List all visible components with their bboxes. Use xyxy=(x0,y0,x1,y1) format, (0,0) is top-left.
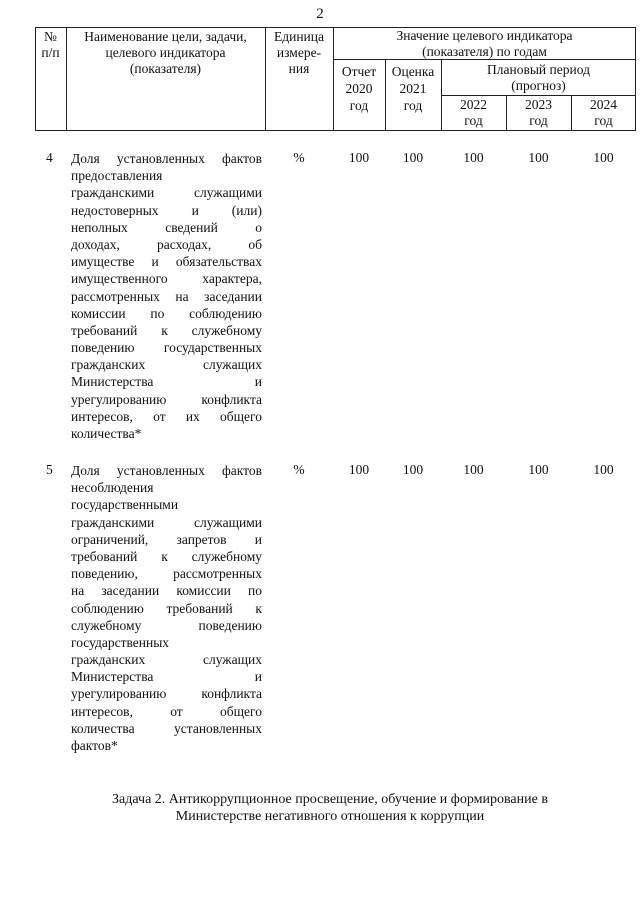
indicator-name-line: несоблюдения xyxy=(71,480,154,496)
indicator-name-line: государственных xyxy=(71,634,170,650)
value-2022: 100 xyxy=(463,462,484,477)
indicator-name-line: доходах, расходах, об xyxy=(71,236,262,252)
row-indicator-name xyxy=(71,150,262,442)
indicator-name-line: интересов, от общего xyxy=(71,703,262,719)
indicator-name-line: требований к служебному xyxy=(71,322,262,338)
indicator-name-line: имуществе и обязательствах xyxy=(71,254,262,270)
row-number: 5 xyxy=(46,462,53,477)
value-2022: 100 xyxy=(463,150,484,165)
indicator-name-line: соблюдению требований к xyxy=(71,600,262,616)
indicator-name-line: фактов* xyxy=(71,738,118,753)
indicator-name-line: урегулированию конфликта xyxy=(71,391,262,407)
header-values-group: Значение целевого индикатора (показателя) по годам xyxy=(396,28,573,59)
header-name-col: Наименование цели, задачи, целевого индикатора (показателя) xyxy=(84,29,247,76)
value-2020: 100 xyxy=(348,150,370,165)
header-report-2020: Отчет 2020 год xyxy=(341,64,377,113)
indicator-name-line: требований к служебному xyxy=(71,548,262,564)
header-estimate-2021: Оценка 2021 год xyxy=(391,64,435,113)
task-line-1: Задача 2. Антикоррупционное просвещение, обучение и формирование в xyxy=(112,792,548,807)
indicator-name-line: на заседании комиссии по xyxy=(71,583,262,599)
indicator-name-line: неполных сведений о xyxy=(71,219,262,235)
indicator-name-line: предоставления xyxy=(71,168,163,184)
value-2021: 100 xyxy=(402,150,424,165)
value-2020: 100 xyxy=(348,462,370,477)
value-2024: 100 xyxy=(593,150,614,165)
row-unit: % xyxy=(293,150,305,165)
indicator-name-line: Доля установленных фактов xyxy=(71,151,262,166)
indicator-name-line: количества* xyxy=(71,426,142,441)
header-year-2023: 2023 год xyxy=(525,97,552,128)
page-number: 2 xyxy=(316,6,324,22)
header-number-col: № п/п xyxy=(41,29,60,60)
task-heading xyxy=(60,791,600,825)
indicator-name-line: рассмотренных на заседании xyxy=(71,288,262,304)
indicator-name-line: Доля установленных фактов xyxy=(71,463,262,478)
header-year-2022: 2022 год xyxy=(460,97,487,128)
indicator-name-line: гражданскими служащими xyxy=(71,514,262,530)
value-2023: 100 xyxy=(528,150,549,165)
row-number: 4 xyxy=(46,150,53,165)
indicator-name-line: количества установленных xyxy=(71,720,262,736)
indicator-name-line: ограничений, запретов и xyxy=(71,531,262,547)
task-line-2: Министерстве негативного отношения к коррупции xyxy=(175,809,485,824)
indicator-name-line: государственными xyxy=(71,497,179,513)
indicator-name-line: служебному поведению xyxy=(71,617,262,633)
indicator-name-line: Министерства и xyxy=(71,374,262,390)
header-unit-col: Единица измере- ния xyxy=(273,29,324,76)
indicator-name-line: недостоверных и (или) xyxy=(71,202,262,218)
table-header xyxy=(35,27,636,131)
indicator-name-line: интересов, от их общего xyxy=(71,408,262,424)
indicator-name-line: комиссии по соблюдению xyxy=(71,305,262,321)
header-year-2024: 2024 год xyxy=(590,97,617,128)
indicator-name-line: гражданских служащих xyxy=(71,357,262,373)
indicator-name-line: поведению государственных xyxy=(71,340,262,356)
value-2021: 100 xyxy=(402,462,424,477)
row-unit: % xyxy=(293,462,305,477)
indicator-name-line: урегулированию конфликта xyxy=(71,686,262,702)
indicator-name-line: имущественного характера, xyxy=(71,271,262,287)
header-plan-group: Плановый период (прогноз) xyxy=(487,62,590,93)
value-2024: 100 xyxy=(593,462,614,477)
indicator-name-line: Министерства и xyxy=(71,669,262,685)
indicator-name-line: гражданских служащих xyxy=(71,652,262,668)
row-indicator-name xyxy=(71,462,262,754)
indicator-name-line: поведению, рассмотренных xyxy=(71,566,262,582)
value-2023: 100 xyxy=(528,462,549,477)
indicator-name-line: гражданскими служащими xyxy=(71,185,262,201)
